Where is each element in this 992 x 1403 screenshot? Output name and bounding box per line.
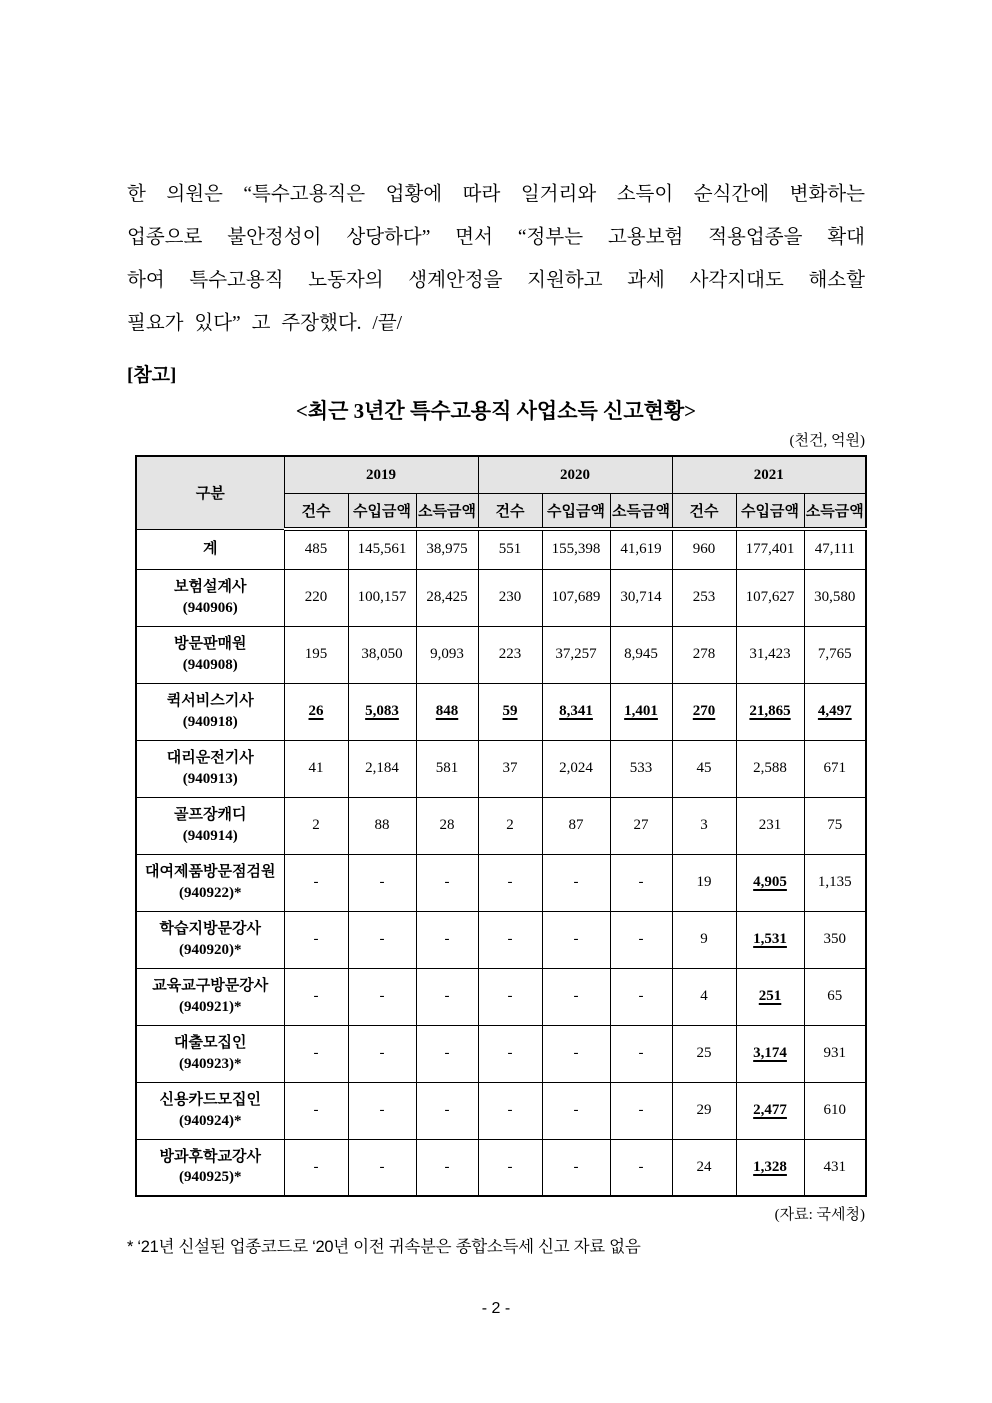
cell-value: 19: [672, 854, 736, 911]
cell-value: -: [542, 854, 610, 911]
cell-value: 253: [672, 569, 736, 626]
cell-value: 2: [284, 797, 348, 854]
footnote: * ‘21년 신설된 업종코드로 ‘20년 이전 귀속분은 종합소득세 신고 자료 없음: [127, 1238, 641, 1256]
paragraph-line: 필요가 있다” 고 주장했다. /끝/: [127, 313, 403, 334]
cell-value: 1,531: [736, 911, 804, 968]
cell-value: -: [478, 968, 542, 1025]
cell-value: 21,865: [736, 683, 804, 740]
page-number: - 2 -: [481, 1300, 511, 1317]
table-row: [136, 626, 866, 683]
cell-value: 28,425: [416, 569, 478, 626]
cell-value: 195: [284, 626, 348, 683]
cell-value: 4,497: [804, 683, 866, 740]
table-header-year-row: [136, 456, 866, 494]
cell-value: 4,905: [736, 854, 804, 911]
cell-value: -: [416, 911, 478, 968]
cell-value: 145,561: [348, 529, 416, 569]
cell-value: 27: [610, 797, 672, 854]
row-label: 방과후학교강사 (940925)*: [136, 1139, 284, 1196]
cell-value: 87: [542, 797, 610, 854]
subcol-header: 소득금액: [416, 494, 478, 530]
cell-value: 2,184: [348, 740, 416, 797]
year-header-2019: 2019: [284, 456, 478, 494]
cell-value: -: [348, 1139, 416, 1196]
subcol-header: 소득금액: [804, 494, 866, 530]
cell-value: 37,257: [542, 626, 610, 683]
cell-value: 610: [804, 1082, 866, 1139]
cell-value: 107,689: [542, 569, 610, 626]
cell-value: -: [610, 911, 672, 968]
cell-value: 37: [478, 740, 542, 797]
table-row: [136, 569, 866, 626]
cell-value: 485: [284, 529, 348, 569]
cell-value: -: [542, 968, 610, 1025]
cell-value: 38,975: [416, 529, 478, 569]
cell-value: 107,627: [736, 569, 804, 626]
year-header-2020: 2020: [478, 456, 672, 494]
cell-value: -: [348, 1025, 416, 1082]
row-label: 신용카드모집인 (940924)*: [136, 1082, 284, 1139]
table-row: [136, 797, 866, 854]
body-paragraph: [127, 173, 865, 345]
cell-value: 9: [672, 911, 736, 968]
cell-value: -: [284, 1139, 348, 1196]
cell-value: -: [610, 854, 672, 911]
cell-value: 38,050: [348, 626, 416, 683]
cell-value: 431: [804, 1139, 866, 1196]
cell-value: -: [284, 1082, 348, 1139]
cell-value: 88: [348, 797, 416, 854]
cell-value: -: [416, 1025, 478, 1082]
table-row: [136, 968, 866, 1025]
cell-value: -: [542, 911, 610, 968]
cell-value: -: [284, 968, 348, 1025]
cell-value: 24: [672, 1139, 736, 1196]
cell-value: -: [416, 968, 478, 1025]
cell-value: -: [610, 1082, 672, 1139]
row-label: 대여제품방문점검원 (940922)*: [136, 854, 284, 911]
cell-value: -: [542, 1025, 610, 1082]
subcol-header: 건수: [284, 494, 348, 530]
cell-value: 45: [672, 740, 736, 797]
cell-value: -: [478, 911, 542, 968]
cell-value: 2: [478, 797, 542, 854]
cell-value: 2,477: [736, 1082, 804, 1139]
cell-value: 9,093: [416, 626, 478, 683]
table-row: [136, 529, 866, 569]
row-label: 대리운전기사 (940913): [136, 740, 284, 797]
paragraph-line: 하여 특수고용직 노동자의 생계안정을 지원하고 과세 사각지대도 해소할: [127, 270, 865, 291]
reference-label: [참고]: [127, 365, 177, 386]
cell-value: 1,135: [804, 854, 866, 911]
table-row: [136, 1025, 866, 1082]
cell-value: -: [478, 1082, 542, 1139]
cell-value: 8,945: [610, 626, 672, 683]
cell-value: -: [348, 968, 416, 1025]
row-label: 교육교구방문강사 (940921)*: [136, 968, 284, 1025]
table-row: [136, 1139, 866, 1196]
subcol-header: 건수: [478, 494, 542, 530]
cell-value: -: [284, 911, 348, 968]
cell-value: -: [610, 1025, 672, 1082]
cell-value: 59: [478, 683, 542, 740]
cell-value: 155,398: [542, 529, 610, 569]
cell-value: 3: [672, 797, 736, 854]
cell-value: 4: [672, 968, 736, 1025]
cell-value: 3,174: [736, 1025, 804, 1082]
cell-value: 65: [804, 968, 866, 1025]
cell-value: 8,341: [542, 683, 610, 740]
paragraph-line: 한 의원은 “특수고용직은 업황에 따라 일거리와 소득이 순식간에 변화하는: [127, 184, 865, 205]
year-header-2021: 2021: [672, 456, 866, 494]
table-header: [136, 456, 866, 529]
row-label: 퀵서비스기사 (940918): [136, 683, 284, 740]
table-title: <최근 3년간 특수고용직 사업소득 신고현황>: [295, 399, 697, 423]
cell-value: 220: [284, 569, 348, 626]
subcol-header: 수입금액: [736, 494, 804, 530]
unit-note: (천건, 억원): [789, 433, 865, 449]
cell-value: -: [348, 911, 416, 968]
cell-value: 30,580: [804, 569, 866, 626]
subcol-header: 소득금액: [610, 494, 672, 530]
cell-value: 29: [672, 1082, 736, 1139]
income-report-table: [135, 455, 867, 1197]
cell-value: -: [542, 1139, 610, 1196]
cell-value: 31,423: [736, 626, 804, 683]
cell-value: 7,765: [804, 626, 866, 683]
table-row: [136, 911, 866, 968]
subcol-header: 수입금액: [542, 494, 610, 530]
cell-value: 230: [478, 569, 542, 626]
cell-value: -: [416, 1139, 478, 1196]
cell-value: 26: [284, 683, 348, 740]
cell-value: 223: [478, 626, 542, 683]
cell-value: 41: [284, 740, 348, 797]
cell-value: -: [478, 854, 542, 911]
cell-value: 931: [804, 1025, 866, 1082]
cell-value: -: [348, 854, 416, 911]
table-row: [136, 683, 866, 740]
cell-value: 671: [804, 740, 866, 797]
table-corner-header: 구분: [136, 456, 284, 529]
source-note: (자료: 국세청): [774, 1207, 865, 1223]
cell-value: 848: [416, 683, 478, 740]
row-label: 학습지방문강사 (940920)*: [136, 911, 284, 968]
subcol-header: 건수: [672, 494, 736, 530]
table-row: [136, 740, 866, 797]
cell-value: -: [348, 1082, 416, 1139]
cell-value: -: [416, 1082, 478, 1139]
table-body: [136, 529, 866, 1196]
cell-value: 278: [672, 626, 736, 683]
cell-value: 251: [736, 968, 804, 1025]
subcol-header: 수입금액: [348, 494, 416, 530]
cell-value: 25: [672, 1025, 736, 1082]
cell-value: 1,401: [610, 683, 672, 740]
row-label: 골프장캐디 (940914): [136, 797, 284, 854]
cell-value: 41,619: [610, 529, 672, 569]
cell-value: 2,588: [736, 740, 804, 797]
cell-value: 350: [804, 911, 866, 968]
cell-value: -: [416, 854, 478, 911]
cell-value: 177,401: [736, 529, 804, 569]
cell-value: 47,111: [804, 529, 866, 569]
paragraph-line: 업종으로 불안정성이 상당하다” 면서 “정부는 고용보험 적용업종을 확대: [127, 227, 865, 248]
cell-value: 960: [672, 529, 736, 569]
cell-value: -: [284, 1025, 348, 1082]
table-row: [136, 1082, 866, 1139]
cell-value: -: [478, 1025, 542, 1082]
cell-value: 2,024: [542, 740, 610, 797]
cell-value: 270: [672, 683, 736, 740]
row-label: 보험설계사 (940906): [136, 569, 284, 626]
cell-value: 75: [804, 797, 866, 854]
cell-value: -: [284, 854, 348, 911]
table-row: [136, 854, 866, 911]
cell-value: 581: [416, 740, 478, 797]
row-label: 계: [136, 529, 284, 569]
cell-value: 100,157: [348, 569, 416, 626]
cell-value: 231: [736, 797, 804, 854]
cell-value: -: [610, 1139, 672, 1196]
cell-value: 551: [478, 529, 542, 569]
row-label: 방문판매원 (940908): [136, 626, 284, 683]
cell-value: 533: [610, 740, 672, 797]
cell-value: -: [542, 1082, 610, 1139]
cell-value: 5,083: [348, 683, 416, 740]
cell-value: -: [610, 968, 672, 1025]
cell-value: 1,328: [736, 1139, 804, 1196]
cell-value: 28: [416, 797, 478, 854]
row-label: 대출모집인 (940923)*: [136, 1025, 284, 1082]
cell-value: -: [478, 1139, 542, 1196]
cell-value: 30,714: [610, 569, 672, 626]
